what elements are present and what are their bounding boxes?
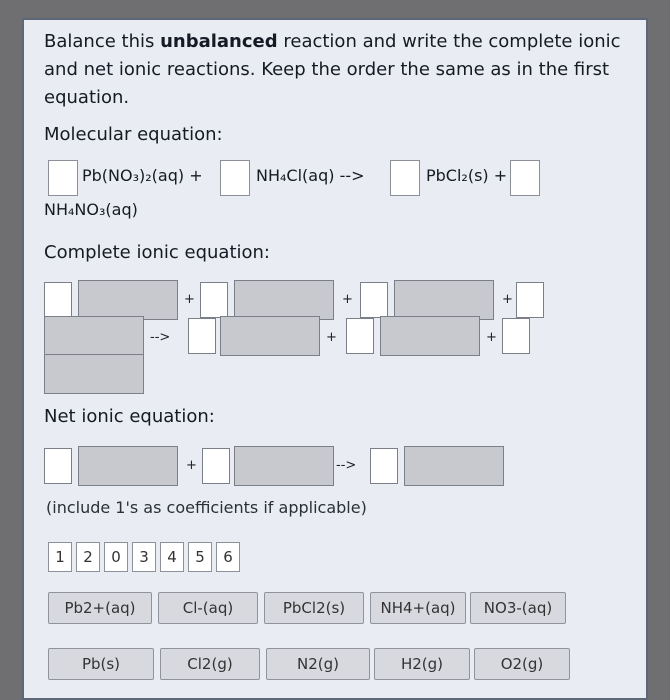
molecular-coef-2[interactable] bbox=[220, 160, 250, 196]
ni-coef-3[interactable] bbox=[370, 448, 398, 484]
coef-tile-5[interactable]: 4 bbox=[160, 542, 184, 572]
molecular-coef-3[interactable] bbox=[390, 160, 420, 196]
molecular-coef-4[interactable] bbox=[510, 160, 540, 196]
ni-plus: + bbox=[186, 458, 197, 473]
ci-species-3[interactable] bbox=[394, 280, 494, 320]
instructions-part2: reaction and write the complete ionic and net ionic reactions. Keep the order the same as in the first equation. bbox=[44, 31, 621, 108]
species-tile-cl[interactable]: Cl-(aq) bbox=[158, 592, 258, 624]
species-tile-pb[interactable]: Pb(s) bbox=[48, 648, 154, 680]
ci-coef-6[interactable] bbox=[346, 318, 374, 354]
ci-plus-3: + bbox=[502, 292, 513, 307]
ni-coef-2[interactable] bbox=[202, 448, 230, 484]
molecular-product-2: NH₄NO₃(aq) bbox=[44, 200, 138, 219]
molecular-reactant-1: Pb(NO₃)₂(aq) + bbox=[82, 166, 203, 185]
molecular-heading: Molecular equation: bbox=[44, 124, 223, 145]
coef-tile-6[interactable]: 5 bbox=[188, 542, 212, 572]
ci-coef-4[interactable] bbox=[516, 282, 544, 318]
ci-species-1[interactable] bbox=[78, 280, 178, 320]
coefficient-note: (include 1's as coefficients if applicable) bbox=[46, 498, 367, 517]
ci-coef-5[interactable] bbox=[188, 318, 216, 354]
ci-plus-2: + bbox=[342, 292, 353, 307]
species-tile-nh4[interactable]: NH4+(aq) bbox=[370, 592, 466, 624]
coef-tile-3[interactable]: 0 bbox=[104, 542, 128, 572]
coef-tile-1[interactable]: 1 bbox=[48, 542, 72, 572]
ci-arrow: --> bbox=[150, 330, 171, 345]
ci-species-5[interactable] bbox=[220, 316, 320, 356]
molecular-reactant-2: NH₄Cl(aq) --> bbox=[256, 166, 365, 185]
species-tile-no3[interactable]: NO3-(aq) bbox=[470, 592, 566, 624]
instructions-bold: unbalanced bbox=[160, 31, 278, 52]
question-panel bbox=[22, 18, 648, 700]
ci-plus-4: + bbox=[326, 330, 337, 345]
ci-species-6[interactable] bbox=[380, 316, 480, 356]
molecular-coef-1[interactable] bbox=[48, 160, 78, 196]
coef-tile-7[interactable]: 6 bbox=[216, 542, 240, 572]
coef-tile-4[interactable]: 3 bbox=[132, 542, 156, 572]
ci-species-4[interactable] bbox=[44, 316, 144, 356]
ci-coef-7[interactable] bbox=[502, 318, 530, 354]
complete-ionic-heading: Complete ionic equation: bbox=[44, 242, 270, 263]
ci-species-2[interactable] bbox=[234, 280, 334, 320]
ci-coef-1[interactable] bbox=[44, 282, 72, 318]
ni-arrow: --> bbox=[336, 458, 357, 473]
molecular-product-1: PbCl₂(s) + bbox=[426, 166, 508, 185]
ni-coef-1[interactable] bbox=[44, 448, 72, 484]
ni-species-1[interactable] bbox=[78, 446, 178, 486]
ci-species-7[interactable] bbox=[44, 354, 144, 394]
species-tile-n2[interactable]: N2(g) bbox=[266, 648, 370, 680]
net-ionic-heading: Net ionic equation: bbox=[44, 406, 215, 427]
species-tile-o2[interactable]: O2(g) bbox=[474, 648, 570, 680]
instructions-part1: Balance this bbox=[44, 31, 161, 52]
species-tile-cl2[interactable]: Cl2(g) bbox=[160, 648, 260, 680]
ci-plus-5: + bbox=[486, 330, 497, 345]
species-tile-pbcl2[interactable]: PbCl2(s) bbox=[264, 592, 364, 624]
instructions-text bbox=[44, 28, 634, 112]
ni-species-3[interactable] bbox=[404, 446, 504, 486]
coef-tile-2[interactable]: 2 bbox=[76, 542, 100, 572]
ci-plus-1: + bbox=[184, 292, 195, 307]
ni-species-2[interactable] bbox=[234, 446, 334, 486]
ci-coef-3[interactable] bbox=[360, 282, 388, 318]
species-tile-pb2[interactable]: Pb2+(aq) bbox=[48, 592, 152, 624]
species-tile-h2[interactable]: H2(g) bbox=[374, 648, 470, 680]
ci-coef-2[interactable] bbox=[200, 282, 228, 318]
